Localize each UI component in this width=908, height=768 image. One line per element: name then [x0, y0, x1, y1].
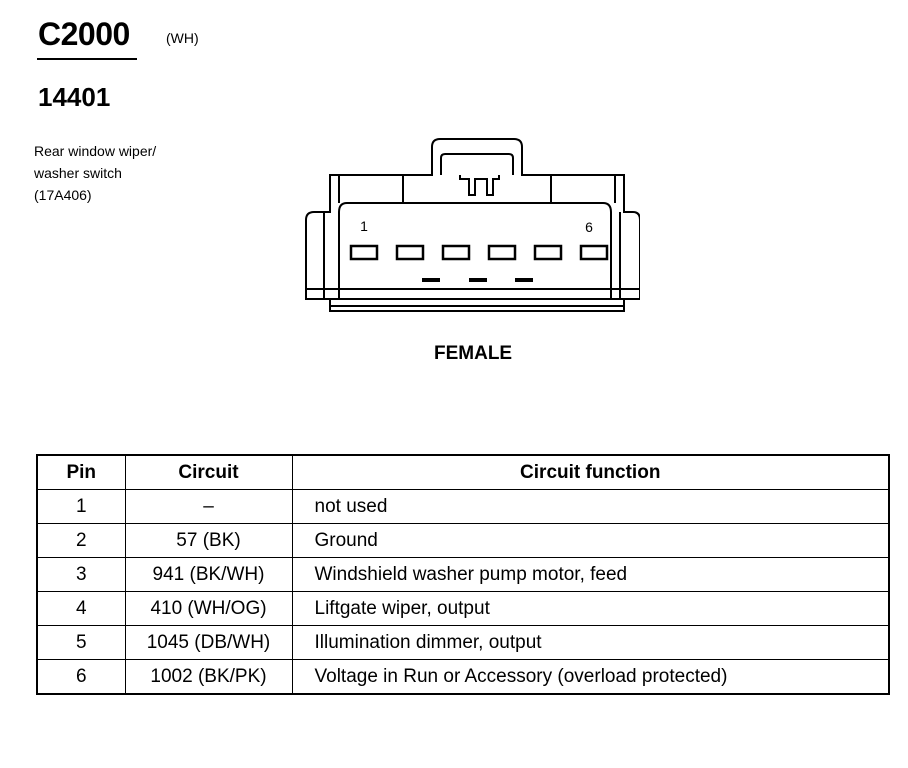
pin-cavity — [351, 246, 377, 259]
function-cell: Illumination dimmer, output — [292, 626, 889, 660]
part-number: 14401 — [38, 82, 111, 112]
connector-inner-cavity — [339, 203, 611, 299]
table-header-row — [37, 455, 889, 490]
connector-id: C2000 — [38, 16, 130, 52]
function-cell: not used — [292, 490, 889, 524]
pin-cell: 1 — [37, 490, 125, 524]
circuit-function-header: Circuit function — [292, 455, 889, 490]
pin-cell: 2 — [37, 524, 125, 558]
connector-id-underline — [37, 58, 137, 60]
pin-cell: 4 — [37, 592, 125, 626]
left-outer-slot — [339, 175, 403, 203]
latch-cavity — [441, 154, 513, 175]
pin-cavity — [535, 246, 561, 259]
connector-face-diagram — [300, 135, 640, 315]
component-description-line: Rear window wiper/ — [34, 143, 157, 159]
pin-cavity — [489, 246, 515, 259]
pin-header: Pin — [37, 455, 125, 490]
latch-key — [460, 175, 499, 195]
pin-number-label-first: 1 — [360, 218, 368, 234]
table-row — [37, 592, 889, 626]
pin-number-label-last: 6 — [585, 219, 593, 235]
function-cell: Liftgate wiper, output — [292, 592, 889, 626]
right-outer-slot — [551, 175, 615, 203]
circuit-cell: 1045 (DB/WH) — [125, 626, 292, 660]
circuit-cell: 57 (BK) — [125, 524, 292, 558]
circuit-cell: – — [125, 490, 292, 524]
pin-cavity — [397, 246, 423, 259]
connector-color: (WH) — [166, 30, 199, 46]
pin-table — [36, 454, 890, 695]
table-row — [37, 660, 889, 695]
pin-cell: 3 — [37, 558, 125, 592]
function-cell: Voltage in Run or Accessory (overload protected) — [292, 660, 889, 695]
circuit-header: Circuit — [125, 455, 292, 490]
keying-rib — [422, 278, 440, 282]
table-row — [37, 524, 889, 558]
function-cell: Windshield washer pump motor, feed — [292, 558, 889, 592]
circuit-cell: 410 (WH/OG) — [125, 592, 292, 626]
pin-cavity — [581, 246, 607, 259]
keying-rib — [515, 278, 533, 282]
pin-cell: 6 — [37, 660, 125, 695]
table-row — [37, 558, 889, 592]
function-cell: Ground — [292, 524, 889, 558]
pin-cell: 5 — [37, 626, 125, 660]
pin-cavity — [443, 246, 469, 259]
component-description-line: washer switch — [34, 165, 122, 181]
circuit-cell: 1002 (BK/PK) — [125, 660, 292, 695]
connector-gender-label: FEMALE — [434, 343, 513, 364]
component-description-line: (17A406) — [34, 187, 92, 203]
keying-rib — [469, 278, 487, 282]
circuit-cell: 941 (BK/WH) — [125, 558, 292, 592]
table-row — [37, 626, 889, 660]
table-row — [37, 490, 889, 524]
